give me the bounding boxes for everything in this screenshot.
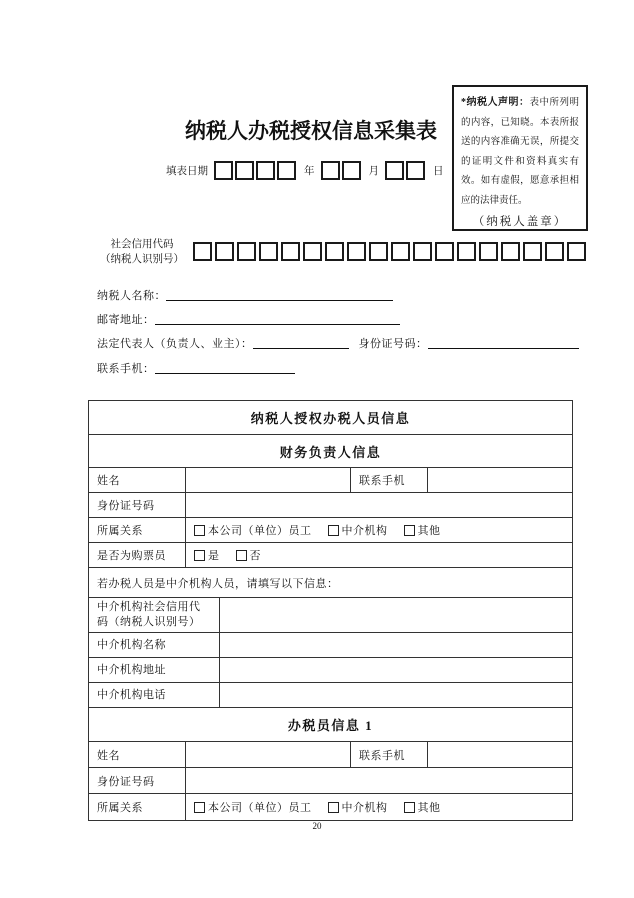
credit-code-label-line1: 社会信用代码 — [110, 239, 174, 250]
agency-note: 若办税人员是中介机构人员，请填写以下信息： — [97, 577, 339, 590]
blank-char-box — [259, 242, 278, 261]
blank-char-box — [413, 242, 432, 261]
mail-address-field — [155, 311, 400, 325]
month-label: 月 — [368, 166, 379, 177]
blank-char-box — [215, 242, 234, 261]
relation-option-label: 本公司（单位）员工 — [208, 802, 312, 814]
taxpayer-name-label: 纳税人名称： — [97, 290, 166, 302]
blank-char-box — [235, 161, 254, 180]
contact-phone-label: 联系手机： — [97, 363, 155, 375]
legal-representative-field — [253, 335, 349, 349]
fill-date-row — [166, 161, 444, 180]
fill-date-label: 填表日期 — [166, 166, 208, 177]
relation-option-company — [194, 799, 312, 815]
name-label: 姓名 — [89, 742, 186, 767]
relation-label: 所属关系 — [89, 794, 186, 820]
ticket-option-label: 是 — [208, 550, 220, 562]
relation-option-label: 中介机构 — [341, 802, 388, 814]
agency-code-row — [89, 598, 572, 633]
agency-note-row — [89, 568, 572, 598]
credit-code-boxes — [193, 242, 589, 261]
agency-phone-label: 中介机构电话 — [89, 683, 220, 707]
agency-code-cell — [220, 598, 572, 632]
year-boxes — [214, 161, 298, 180]
legal-representative-row — [97, 335, 579, 351]
clerk-section-title: 办税员信息 1 — [287, 718, 374, 733]
clerk-id-row — [89, 768, 572, 794]
taxpayer-stamp-label: （纳税人盖章） — [472, 215, 568, 228]
phone-label: 联系手机 — [351, 468, 428, 492]
ticket-option-label: 否 — [249, 550, 261, 562]
relation-label: 所属关系 — [89, 518, 186, 542]
blank-char-box — [369, 242, 388, 261]
month-boxes — [321, 161, 363, 180]
finance-name-cell — [186, 468, 351, 492]
blank-char-box — [391, 242, 410, 261]
blank-char-box — [385, 161, 404, 180]
blank-char-box — [406, 161, 425, 180]
mail-address-row — [97, 311, 400, 327]
blank-char-box — [545, 242, 564, 261]
taxpayer-name-row — [97, 287, 393, 303]
declaration-body: 表中所列明的内容，已知晓。本表所报送的内容准确无误，所提交的证明文件和资料真实有效。如有虚假，愿意承担相应的法律责任。 — [461, 98, 579, 206]
relation-option-label: 其他 — [417, 802, 441, 814]
relation-option-label: 中介机构 — [341, 525, 388, 537]
phone-label: 联系手机 — [351, 742, 428, 767]
clerk-section-header-row — [89, 708, 572, 742]
relation-option-label: 其他 — [417, 525, 441, 537]
blank-char-box — [479, 242, 498, 261]
clerk-name-cell — [186, 742, 351, 767]
blank-char-box — [303, 242, 322, 261]
table-title-row — [89, 401, 572, 435]
agency-address-label: 中介机构地址 — [89, 658, 220, 682]
relation-option-other — [404, 799, 441, 815]
agency-phone-row — [89, 683, 572, 708]
agency-name-cell — [220, 633, 572, 657]
checkbox-icon — [194, 525, 205, 536]
relation-option-other — [404, 522, 441, 538]
clerk-phone-cell — [428, 742, 572, 767]
blank-char-box — [321, 161, 340, 180]
blank-char-box — [435, 242, 454, 261]
agency-name-row — [89, 633, 572, 658]
id-number-label: 身份证号码： — [358, 338, 428, 350]
checkbox-icon — [404, 802, 415, 813]
finance-section-header-row — [89, 435, 572, 468]
checkbox-icon — [194, 550, 205, 561]
clerk-relation-row — [89, 794, 572, 820]
page-title: 纳税人办税授权信息采集表 — [185, 119, 437, 143]
year-label: 年 — [304, 166, 315, 177]
blank-char-box — [342, 161, 361, 180]
checkbox-icon — [328, 525, 339, 536]
blank-char-box — [567, 242, 586, 261]
contact-phone-row — [97, 360, 295, 376]
agency-name-label: 中介机构名称 — [89, 633, 220, 657]
checkbox-icon — [236, 550, 247, 561]
id-label: 身份证号码 — [89, 768, 186, 793]
day-boxes — [385, 161, 427, 180]
agency-code-label: 中介机构社会信用代码（纳税人识别号） — [89, 598, 220, 632]
blank-char-box — [281, 242, 300, 261]
contact-phone-field — [155, 360, 295, 374]
relation-option-agency — [328, 799, 388, 815]
finance-name-row — [89, 468, 572, 493]
blank-char-box — [193, 242, 212, 261]
authorized-personnel-table — [88, 400, 573, 821]
ticket-buyer-row — [89, 543, 572, 568]
taxpayer-name-field — [166, 287, 393, 301]
ticket-option-yes — [194, 547, 220, 563]
clerk-id-cell — [186, 768, 572, 793]
agency-address-row — [89, 658, 572, 683]
blank-char-box — [237, 242, 256, 261]
id-number-field — [428, 335, 579, 349]
blank-char-box — [256, 161, 275, 180]
relation-option-company — [194, 522, 312, 538]
day-label: 日 — [433, 166, 444, 177]
finance-relation-row — [89, 518, 572, 543]
finance-relation-options — [186, 518, 572, 542]
blank-char-box — [457, 242, 476, 261]
blank-char-box — [214, 161, 233, 180]
blank-char-box — [277, 161, 296, 180]
agency-address-cell — [220, 658, 572, 682]
checkbox-icon — [404, 525, 415, 536]
agency-phone-cell — [220, 683, 572, 707]
ticket-option-no — [236, 547, 262, 563]
credit-code-label-line2: （纳税人识别号） — [100, 254, 184, 265]
clerk-relation-options — [186, 794, 572, 820]
mail-address-label: 邮寄地址： — [97, 314, 155, 326]
finance-id-row — [89, 493, 572, 518]
ticket-buyer-options — [186, 543, 572, 567]
finance-section-title: 财务负责人信息 — [279, 444, 382, 460]
checkbox-icon — [194, 802, 205, 813]
finance-id-cell — [186, 493, 572, 517]
blank-char-box — [325, 242, 344, 261]
name-label: 姓名 — [89, 468, 186, 492]
relation-option-label: 本公司（单位）员工 — [208, 525, 312, 537]
taxpayer-declaration-box — [452, 85, 588, 231]
blank-char-box — [347, 242, 366, 261]
declaration-heading: *纳税人声明： — [461, 97, 530, 108]
page-number: 20 — [312, 821, 322, 831]
id-label: 身份证号码 — [89, 493, 186, 517]
table-title: 纳税人授权办税人员信息 — [250, 411, 411, 426]
relation-option-agency — [328, 522, 388, 538]
clerk-name-row — [89, 742, 572, 768]
finance-phone-cell — [428, 468, 572, 492]
blank-char-box — [523, 242, 542, 261]
checkbox-icon — [328, 802, 339, 813]
credit-code-label — [92, 237, 192, 267]
legal-representative-label: 法定代表人（负责人、业主）： — [97, 338, 253, 350]
blank-char-box — [501, 242, 520, 261]
ticket-buyer-label: 是否为购票员 — [89, 543, 186, 567]
